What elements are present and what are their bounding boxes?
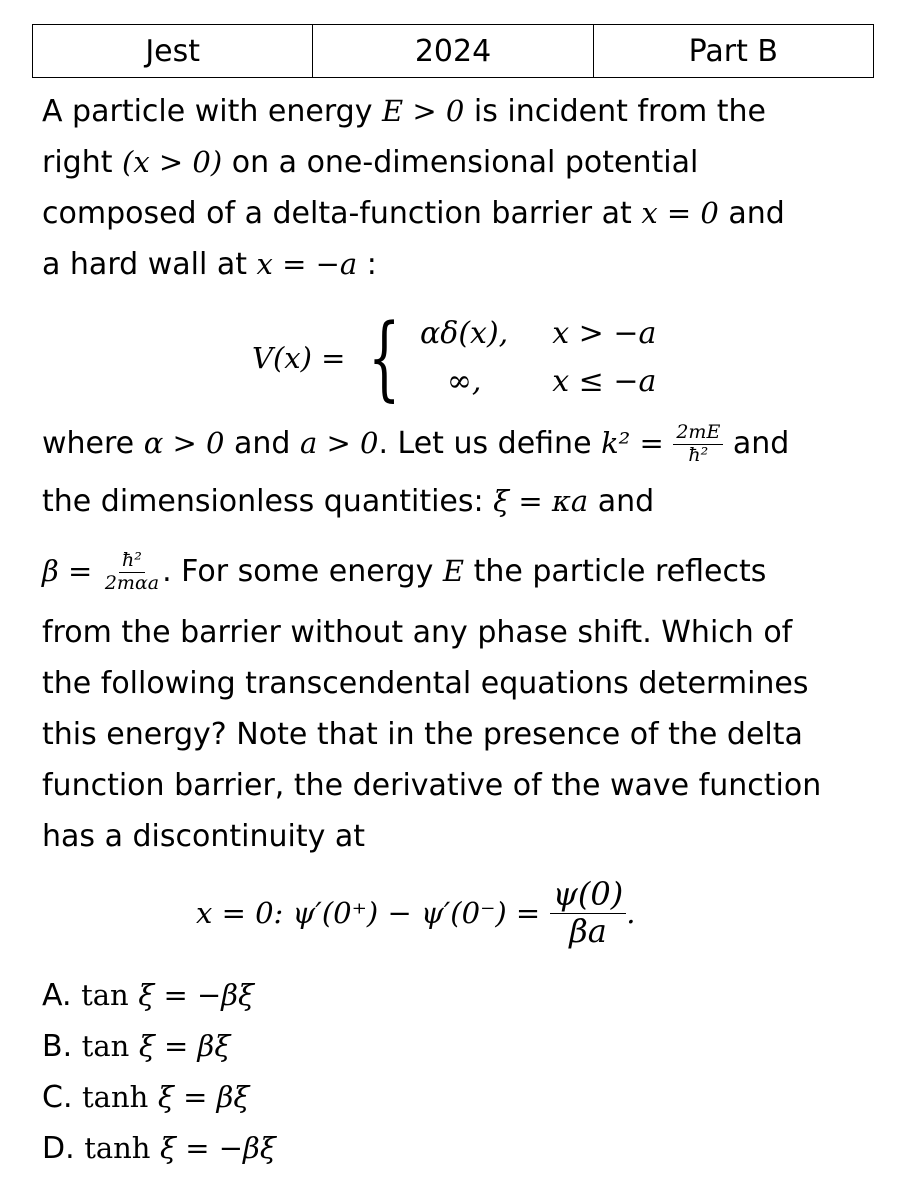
question-line-6: the dimensionless quantities: ξ = κa and bbox=[42, 484, 655, 519]
option-c[interactable]: C. tanh ξ = βξ bbox=[42, 1080, 250, 1115]
discontinuity-fraction: $\frac{\psi(0)}{\beta a}$ bbox=[550, 878, 626, 948]
header-exam: Jest bbox=[145, 33, 201, 69]
case1-expr: αδ(x), bbox=[420, 316, 509, 351]
case1-cond: x > −a bbox=[552, 316, 657, 351]
case2-expr: ∞, bbox=[446, 364, 482, 399]
potential-equation bbox=[252, 304, 657, 411]
option-d[interactable]: D. tanh ξ = −βξ bbox=[42, 1131, 276, 1166]
option-b[interactable]: B. tan ξ = βξ bbox=[42, 1029, 231, 1064]
header-part: Part B bbox=[593, 25, 873, 77]
potential-lhs: V(x) = bbox=[252, 341, 346, 375]
question-line-12: has a discontinuity at bbox=[42, 819, 366, 854]
question-line-5: where α > 0 and a > 0. Let us define k² = $\frac{2mE}{\text{ħ²}}$ and bbox=[42, 421, 790, 466]
question-line-9: the following transcendental equations determines bbox=[42, 666, 809, 701]
discontinuity-equation: x = 0: ψ′(0⁺) − ψ′(0⁻) = $\frac{\psi(0)}{\beta a}$ . bbox=[196, 875, 636, 950]
header-table bbox=[32, 24, 874, 78]
question-line-4: a hard wall at x = −a : bbox=[42, 247, 377, 282]
question-line-11: function barrier, the derivative of the wave function bbox=[42, 768, 822, 803]
question-line-2: right (x > 0) on a one-dimensional potential bbox=[42, 145, 699, 180]
left-brace: { bbox=[368, 304, 401, 411]
question-line-8: from the barrier without any phase shift. Which of bbox=[42, 615, 793, 650]
question-line-3: composed of a delta-function barrier at x = 0 and bbox=[42, 196, 785, 231]
k2-fraction: $\frac{2mE}{\text{ħ²}}$ bbox=[673, 423, 723, 466]
question-line-1: A particle with energy E > 0 is incident from the bbox=[42, 94, 766, 129]
header-year: 2024 bbox=[312, 25, 592, 77]
question-line-10: this energy? Note that in the presence of the delta bbox=[42, 717, 803, 752]
question-line-7: β = $\frac{\text{ħ²}}{\text{2mαa}}$ . For some energy E the particle reflects bbox=[42, 549, 767, 594]
case2-cond: x ≤ −a bbox=[552, 364, 657, 399]
beta-fraction: $\frac{\text{ħ²}}{\text{2mαa}}$ bbox=[104, 549, 160, 594]
option-a[interactable]: A. tan ξ = −βξ bbox=[42, 978, 254, 1013]
